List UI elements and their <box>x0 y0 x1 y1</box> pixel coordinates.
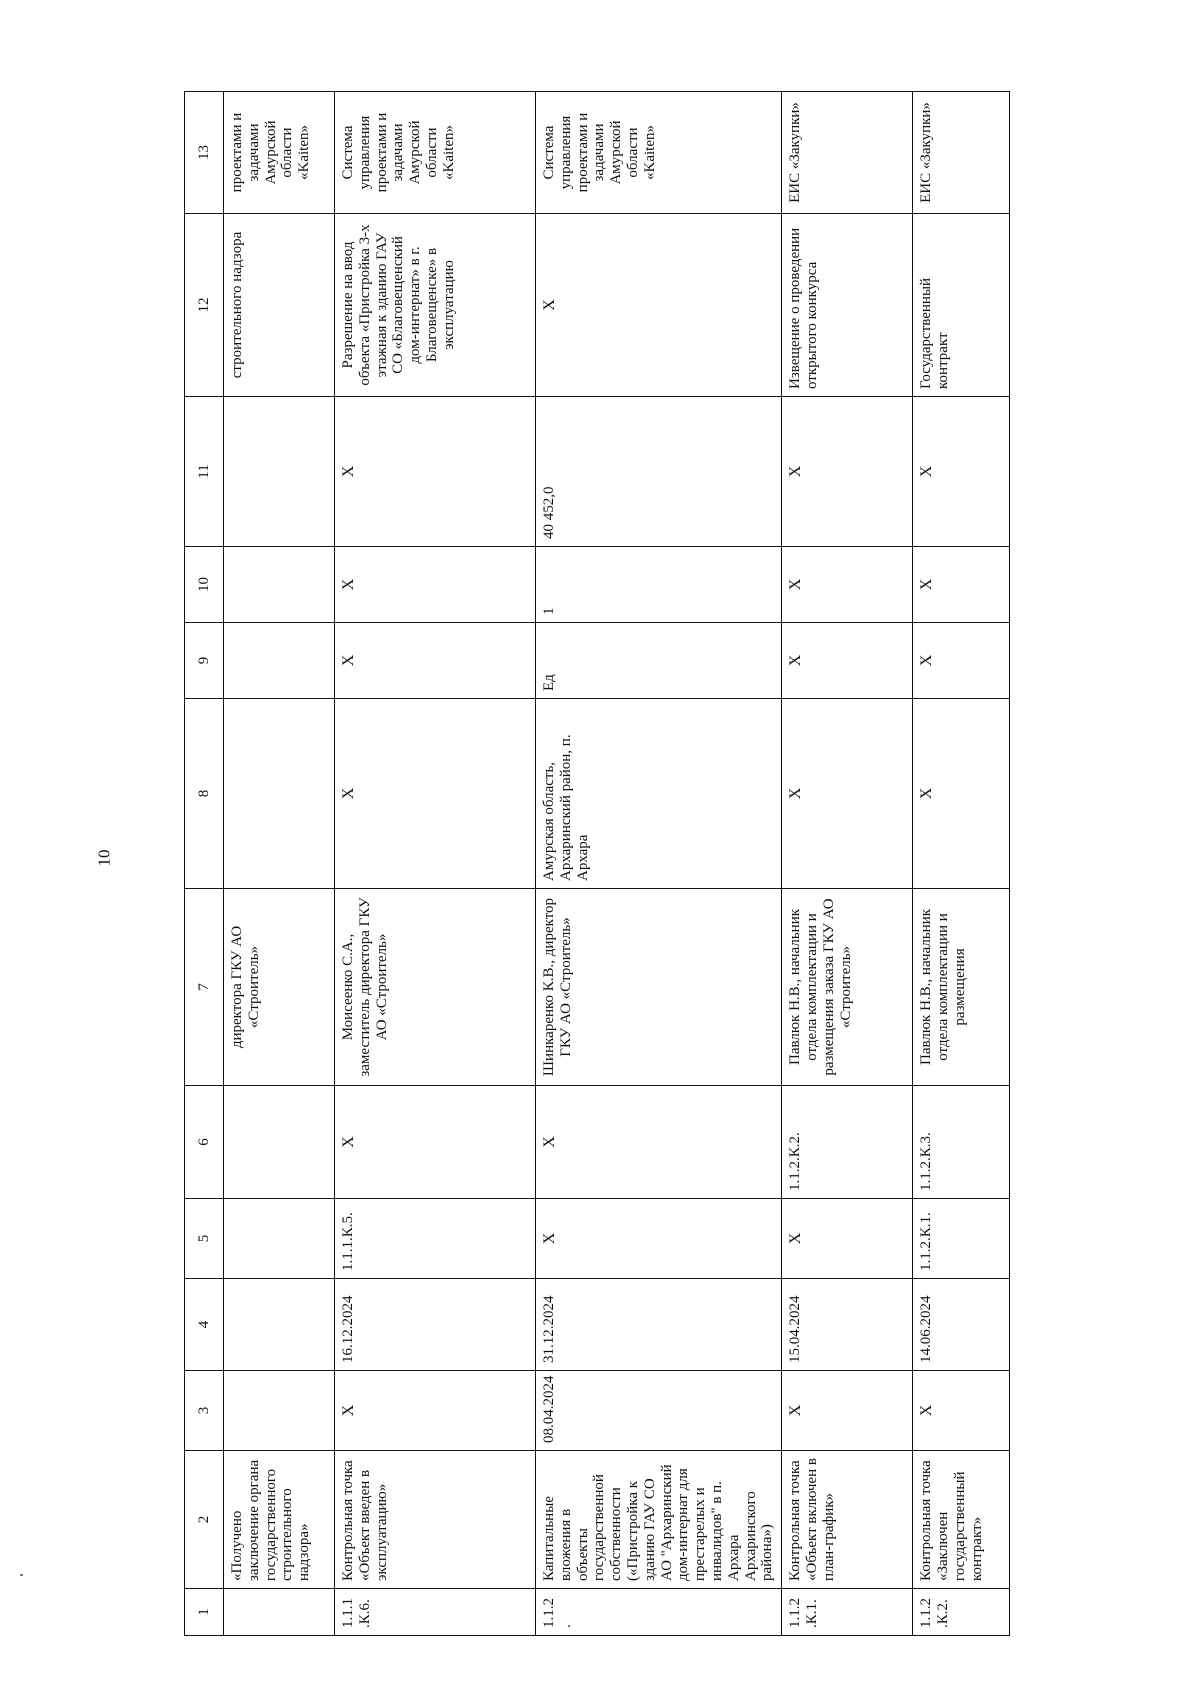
header-col-13: 13 <box>185 92 224 214</box>
cell-predecessor: X <box>782 1199 913 1279</box>
cell-system: Система управления проектами и задачами Амурской области «Kaiten» <box>536 92 782 214</box>
cell-responsible: Павлюк Н.В., начальник отдела комплектации и размещения заказа ГКУ АО «Строитель» <box>782 889 913 1086</box>
schedule-table <box>184 91 1010 1636</box>
cell-unit: Ед <box>536 623 782 699</box>
cell-number <box>224 1589 335 1636</box>
cell-number: 1.1.2. <box>536 1589 782 1636</box>
cell-predecessor <box>224 1199 335 1279</box>
cell-start-date: X <box>913 1371 1010 1451</box>
cell-name: Контрольная точка «Объект введен в эксплуатацию» <box>335 1451 536 1589</box>
header-col-6: 6 <box>185 1086 224 1199</box>
header-row <box>185 92 224 1636</box>
cell-quantity <box>224 547 335 623</box>
header-col-12: 12 <box>185 214 224 397</box>
cell-end-date <box>224 1279 335 1371</box>
cell-name: Капитальные вложения в объекты государственной собственности («Пристройка к зданию ГАУ СО АО "Архаринский дом-интернат для престарелых и инвалидов" в п. Архара Архаринского района») <box>536 1451 782 1589</box>
cell-start-date: X <box>782 1371 913 1451</box>
cell-start-date: X <box>335 1371 536 1451</box>
cell-document: X <box>536 214 782 397</box>
page-number-text: 10 <box>94 849 113 867</box>
header-col-1: 1 <box>185 1589 224 1636</box>
table-row <box>224 92 335 1636</box>
cell-predecessor: X <box>536 1199 782 1279</box>
header-col-9: 9 <box>185 623 224 699</box>
cell-responsible: директора ГКУ АО «Строитель» <box>224 889 335 1086</box>
cell-end-date: 14.06.2024 <box>913 1279 1010 1371</box>
header-col-7: 7 <box>185 889 224 1086</box>
header-col-4: 4 <box>185 1279 224 1371</box>
cell-amount <box>224 397 335 547</box>
cell-successor: 1.1.2.К.3. <box>913 1086 1010 1199</box>
cell-document: строительного надзора <box>224 214 335 397</box>
cell-responsible: Шинкаренко К.В., директор ГКУ АО «Строитель» <box>536 889 782 1086</box>
cell-start-date <box>224 1371 335 1451</box>
cell-quantity: X <box>335 547 536 623</box>
cell-name: Контрольная точка «Объект включен в план-график» <box>782 1451 913 1589</box>
cell-quantity: X <box>782 547 913 623</box>
cell-location: Амурская область, Архаринский район, п. Архара <box>536 699 782 889</box>
header-col-8: 8 <box>185 699 224 889</box>
cell-amount: X <box>782 397 913 547</box>
table-row <box>536 92 782 1636</box>
cell-predecessor: 1.1.2.К.1. <box>913 1199 1010 1279</box>
scan-speck <box>20 1574 23 1576</box>
cell-location: X <box>913 699 1010 889</box>
cell-amount: 40 452,0 <box>536 397 782 547</box>
cell-number: 1.1.2.К.2. <box>913 1589 1010 1636</box>
cell-location <box>224 699 335 889</box>
cell-unit: X <box>335 623 536 699</box>
cell-amount: X <box>335 397 536 547</box>
cell-location: X <box>782 699 913 889</box>
cell-unit <box>224 623 335 699</box>
header-col-11: 11 <box>185 397 224 547</box>
cell-successor: 1.1.2.К.2. <box>782 1086 913 1199</box>
cell-amount: X <box>913 397 1010 547</box>
cell-end-date: 16.12.2024 <box>335 1279 536 1371</box>
header-col-2: 2 <box>185 1451 224 1589</box>
cell-successor: X <box>536 1086 782 1199</box>
cell-system: проектами и задачами Амурской области «Kaiten» <box>224 92 335 214</box>
cell-responsible: Павлюк Н.В., начальник отдела комплектации и размещения <box>913 889 1010 1086</box>
cell-quantity: 1 <box>536 547 782 623</box>
cell-end-date: 31.12.2024 <box>536 1279 782 1371</box>
header-col-3: 3 <box>185 1371 224 1451</box>
cell-document: Государственный контракт <box>913 214 1010 397</box>
cell-document: Разрешение на ввод объекта «Пристройка 3-х этажная к зданию ГАУ СО «Благовещенский дом-интернат» в г. Благовещенске» в эксплуатацию <box>335 214 536 397</box>
cell-unit: X <box>782 623 913 699</box>
cell-system: Система управления проектами и задачами Амурской области «Kaiten» <box>335 92 536 214</box>
cell-system: ЕИС «Закупки» <box>913 92 1010 214</box>
cell-number: 1.1.2.К.1. <box>782 1589 913 1636</box>
cell-responsible: Моисеенко С.А., заместитель директора ГКУ АО «Строитель» <box>335 889 536 1086</box>
cell-unit: X <box>913 623 1010 699</box>
cell-successor <box>224 1086 335 1199</box>
cell-name: «Получено заключение органа государственного строительного надзора» <box>224 1451 335 1589</box>
rotated-page-content <box>184 92 1100 1636</box>
cell-name: Контрольная точка «Заключен государственный контракт» <box>913 1451 1010 1589</box>
cell-end-date: 15.04.2024 <box>782 1279 913 1371</box>
page-number <box>93 843 115 873</box>
cell-quantity: X <box>913 547 1010 623</box>
cell-number: 1.1.1.К.6. <box>335 1589 536 1636</box>
header-col-5: 5 <box>185 1199 224 1279</box>
table-row <box>782 92 913 1636</box>
cell-location: X <box>335 699 536 889</box>
header-col-10: 10 <box>185 547 224 623</box>
table-row <box>913 92 1010 1636</box>
cell-document: Извещение о проведении открытого конкурса <box>782 214 913 397</box>
cell-predecessor: 1.1.1.К.5. <box>335 1199 536 1279</box>
cell-successor: X <box>335 1086 536 1199</box>
cell-system: ЕИС «Закупки» <box>782 92 913 214</box>
table-row <box>335 92 536 1636</box>
cell-start-date: 08.04.2024 <box>536 1371 782 1451</box>
